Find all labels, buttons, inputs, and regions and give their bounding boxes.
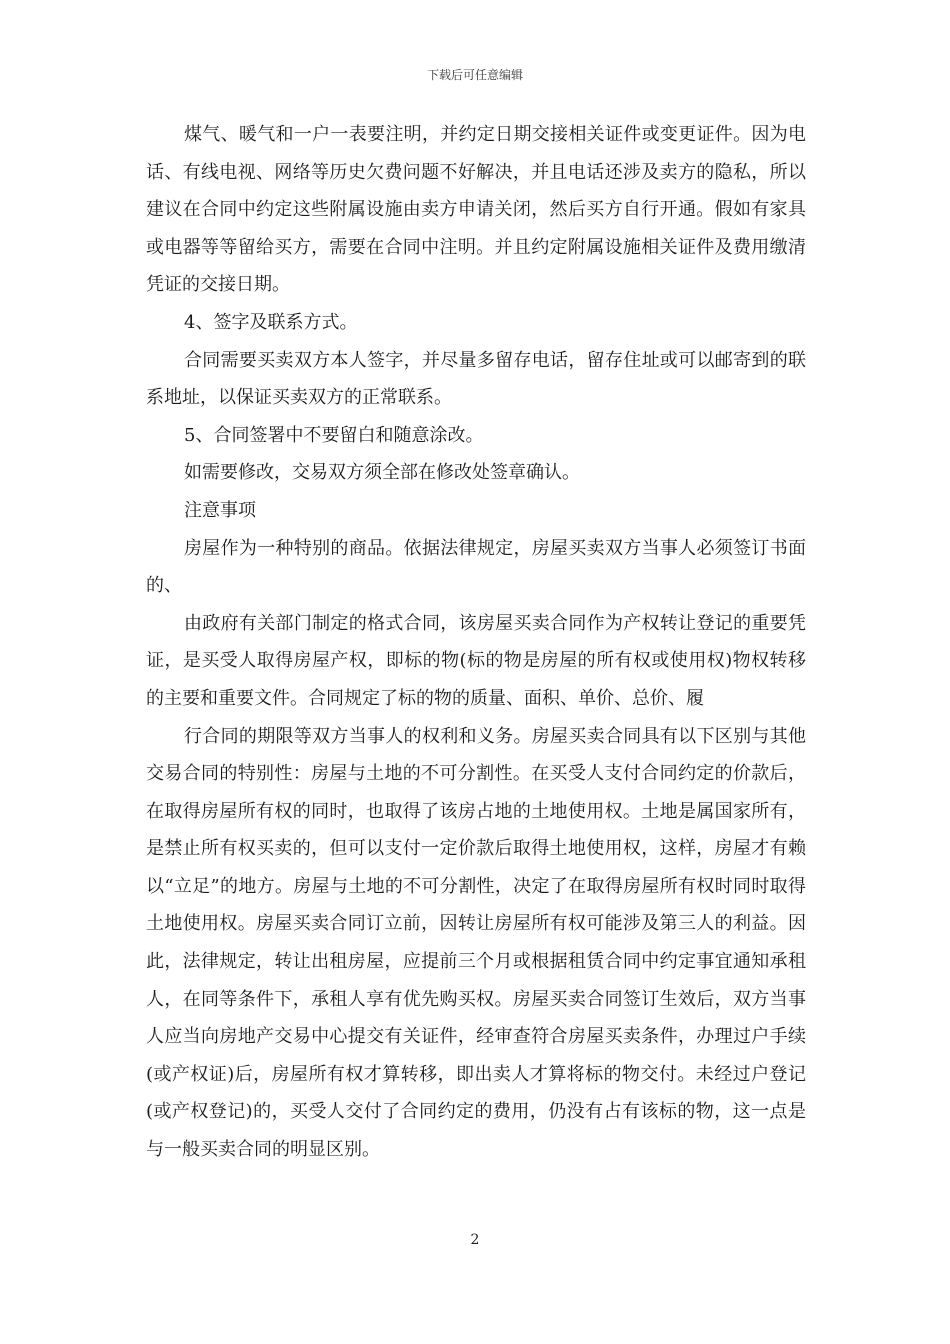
paragraph-special-goods: 房屋作为一种特别的商品。依据法律规定，房屋买卖双方当事人必须签订书面的、 — [146, 537, 806, 597]
paragraph-heading-signature: 4、签字及联系方式。 — [184, 311, 358, 333]
paragraph-signature: 合同需要买卖双方本人签字，并尽量多留存电话，留存住址或可以邮寄到的联系地址，以保证买卖双方的正常联系。 — [146, 349, 806, 409]
paragraph-format-contract: 由政府有关部门制定的格式合同，该房屋买卖合同作为产权转让登记的重要凭证，是买受人取得房屋产权，即标的物(标的物是房屋的所有权或使用权)物权转移的主要和重要文件。合同规定了标的物的质量、面积、单价、总价、履 — [146, 612, 806, 709]
page-number: 2 — [470, 1232, 480, 1248]
paragraph-modification: 如需要修改，交易双方须全部在修改处签章确认。 — [184, 462, 580, 484]
page-header: 下载后可任意编辑 — [426, 68, 523, 82]
paragraph-contract-terms: 行合同的期限等双方当事人的权利和义务。房屋买卖合同具有以下区别与其他交易合同的特别性：房屋与土地的不可分割性。在买受人支付合同约定的价款后，在取得房屋所有权的同时，也取得了该房占地的土地使用权。土地是属国家所有，是禁止所有权买卖的，但可以支付一定价款后取得土地使用权，这样，房屋才有赖以“立足”的地方。房屋与土地的不可分割性，决定了在取得房屋所有权时同时取得土地使用权。房屋买卖合同订立前，因转让房屋所有权可能涉及第三人的利益。因此，法律规定，转让出租房屋，应提前三个月或根据租赁合同中约定事宜通知承租人，在同等条件下，承租人享有优先购买权。房屋买卖合同签订生效后，双方当事人应当向房地产交易中心提交有关证件，经审查符合房屋买卖条件，办理过户手续(或产权证)后，房屋所有权才算转移，即出卖人才算将标的物交付。未经过户登记(或产权登记)的，买受人交付了合同约定的费用，仍没有占有该标的物，这一点是与一般买卖合同的明显区别。 — [146, 725, 806, 1161]
paragraph-utilities: 煤气、暖气和一户一表要注明，并约定日期交接相关证件或变更证件。因为电话、有线电视、网络等历史欠费问题不好解决，并且电话还涉及卖方的隐私，所以建议在合同中约定这些附属设施由卖方申请关闭，然后买方自行开通。假如有家具或电器等等留给买方，需要在合同中注明。并且约定附属设施相关证件及费用缴清凭证的交接日期。 — [146, 124, 806, 296]
document-body — [146, 116, 806, 1169]
paragraph-heading-notes: 注意事项 — [184, 499, 256, 521]
paragraph-heading-no-blank: 5、合同签署中不要留白和随意涂改。 — [184, 424, 484, 446]
